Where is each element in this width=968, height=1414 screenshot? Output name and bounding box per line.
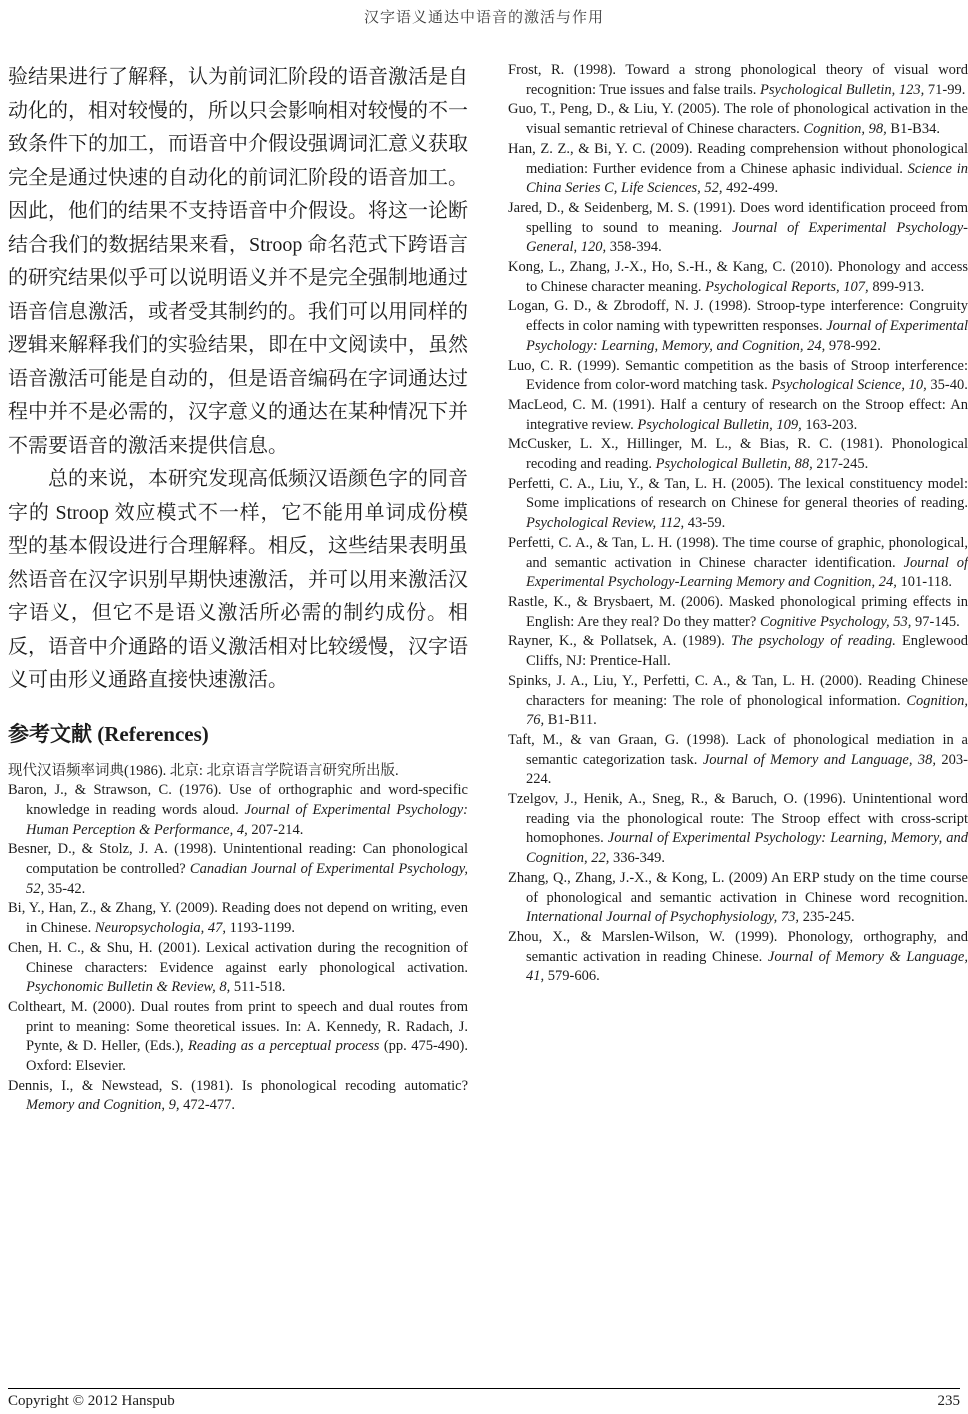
body-paragraph-1: 验结果进行了解释，认为前词汇阶段的语音激活是自动化的，相对较慢的，所以只会影响相对较慢的不一致条件下的加工，而语音中介假设强调词汇意义获取完全是通过快速的自动化的前词汇阶段的语音加工。因此，他们的结果不支持语音中介假设。将这一论断结合我们的数据结果来看，Stroop 命名范式下跨语言的研究结果似乎可以说明语义并不是完全强制地通过语音信息激活，或者受其制约的。我们可以用同样的逻辑来解释我们的实验结果，即在中文阅读中，虽然语音激活可能是自动的，但是语音编码在字词通达过程中并不是必需的，汉字意义的通达在某种情况下并不需要语音的激活来提供信息。 <box>8 66 468 457</box>
reference-item: Spinks, J. A., Liu, Y., Perfetti, C. A., & Tan, L. H. (2000). Reading Chinese characters for meaning: The role of phonological information. Cognition, 76, B1-B11. <box>508 672 968 729</box>
reference-item: Perfetti, C. A., & Tan, L. H. (1998). The time course of graphic, phonological, and semantic activation in Chinese character identification. Journal of Experimental Psychology-Learning Memory and Cognition, 24, 101-118. <box>508 534 968 591</box>
reference-item: Zhou, X., & Marslen-Wilson, W. (1999). Phonology, orthography, and semantic activation in reading Chinese. Journal of Memory & Language, 41, 579-606. <box>508 928 968 985</box>
reference-item: McCusker, L. X., Hillinger, M. L., & Bias, R. C. (1981). Phonological recoding and reading. Psychological Bulletin, 88, 217-245. <box>508 436 968 473</box>
reference-item: MacLeod, C. M. (1991). Half a century of research on the Stroop effect: An integrative review. Psychological Bulletin, 109, 163-203. <box>508 396 968 433</box>
reference-item: Chen, H. C., & Shu, H. (2001). Lexical activation during the recognition of Chinese characters: Evidence against early phonological activation. Psychonomic Bulletin & Review, 8, 511-518. <box>8 939 468 996</box>
reference-item: Frost, R. (1998). Toward a strong phonological theory of visual word recognition: True issues and false trails. Psychological Bulletin, 123, 71-99. <box>508 62 968 98</box>
references-heading: 参考文献 (References) <box>8 721 209 746</box>
page-footer <box>8 1388 960 1410</box>
reference-item: 现代汉语频率词典(1986). 北京: 北京语言学院语言研究所出版. <box>8 762 399 779</box>
reference-item: Zhang, Q., Zhang, J.-X., & Kong, L. (2009) An ERP study on the time course of phonological and semantic activation in Chinese word recognition. International Journal of Psychophysiology, 73, 235-245. <box>508 869 968 926</box>
reference-item: Luo, C. R. (1999). Semantic competition as the basis of Stroop interference: Evidence from color-word matching task. Psychological Science, 10, 35-40. <box>508 357 968 394</box>
body-paragraph-2: 总的来说，本研究发现高低频汉语颜色字的同音字的 Stroop 效应模式不一样，它不能用单词成份模型的基本假设进行合理解释。相反，这些结果表明虽然语音在汉字识别早期快速激活，并可以用来激活汉字语义，但它不是语义激活所必需的制约成份。相反，语音中介通路的语义激活相对比较缓慢，汉字语义可由形义通路直接快速激活。 <box>8 468 468 691</box>
reference-item: Bi, Y., Han, Z., & Zhang, Y. (2009). Reading does not depend on writing, even in Chinese. Neuropsychologia, 47, 1193-1199. <box>8 900 468 937</box>
reference-item: Taft, M., & van Graan, G. (1998). Lack of phonological mediation in a semantic categorization task. Journal of Memory and Language, 38, 203-224. <box>508 731 968 788</box>
reference-item: Dennis, I., & Newstead, S. (1981). Is phonological recoding automatic? Memory and Cognition, 9, 472-477. <box>8 1077 468 1114</box>
left-column <box>8 61 468 1116</box>
reference-item: Jared, D., & Seidenberg, M. S. (1991). Does word identification proceed from spelling to sound to meaning. Journal of Experimental Psychology-General, 120, 358-394. <box>508 199 968 256</box>
reference-item: Rayner, K., & Pollatsek, A. (1989). The psychology of reading. Englewood Cliffs, NJ: Prentice-Hall. <box>508 633 968 670</box>
right-column <box>508 61 968 1116</box>
reference-item: Coltheart, M. (2000). Dual routes from print to speech and dual routes from print to meaning: Some theoretical issues. In: A. Kennedy, R. Radach, J. Pynte, & D. Heller, (Eds.), Reading as a perceptual process (pp. 475-490). Oxford: Elsevier. <box>8 998 468 1075</box>
reference-item: Rastle, K., & Brysbaert, M. (2006). Masked phonological priming effects in English: Are they real? Do they matter? Cognitive Psychology, 53, 97-145. <box>508 593 968 630</box>
reference-item: Baron, J., & Strawson, C. (1976). Use of orthographic and word-specific knowledge in reading words aloud. Journal of Experimental Psychology: Human Perception & Performance, 4, 207-214. <box>8 782 468 838</box>
footer-copyright: Copyright © 2012 Hanspub <box>8 1393 175 1409</box>
reference-item: Kong, L., Zhang, J.-X., Ho, S.-H., & Kang, C. (2010). Phonology and access to Chinese character meaning. Psychological Reports, 107, 899-913. <box>508 259 968 295</box>
reference-item: Tzelgov, J., Henik, A., Sneg, R., & Baruch, O. (1996). Unintentional word reading via the phonological route: The Stroop effect with cross-script homophones. Journal of Experimental Psychology: Learning, Memory, and Cognition, 22, 336-349. <box>508 791 968 867</box>
footer-page-number: 235 <box>937 1393 960 1409</box>
reference-item: Logan, G. D., & Zbrodoff, N. J. (1998). Stroop-type interference: Congruity effects in color naming with typewritten responses. Journal of Experimental Psychology: Learning, Memory, and Cognition, 24, 978-992. <box>508 298 968 354</box>
reference-item: Besner, D., & Stolz, J. A. (1998). Unintentional reading: Can phonological computation be controlled? Canadian Journal of Experimental Psychology, 52, 35-42. <box>8 841 468 897</box>
reference-item: Perfetti, C. A., Liu, Y., & Tan, L. H. (2005). The lexical constituency model: Some implications of research on Chinese for general theories of reading. Psychological Review, 112, 43-59. <box>508 475 968 532</box>
references-list-right <box>508 61 968 987</box>
reference-item: Guo, T., Peng, D., & Liu, Y. (2005). The role of phonological activation in the visual semantic retrieval of Chinese characters. Cognition, 98, B1-B34. <box>508 101 968 138</box>
page-header-title: 汉字语义通达中语音的激活与作用 <box>363 10 604 26</box>
reference-item: Han, Z. Z., & Bi, Y. C. (2009). Reading comprehension without phonological mediation: Further evidence from a Chinese aphasic individual. Science in China Series C, Life Sciences, 52, 492-499. <box>508 140 968 197</box>
two-column-layout <box>8 61 968 1116</box>
references-list-left <box>8 762 468 1117</box>
